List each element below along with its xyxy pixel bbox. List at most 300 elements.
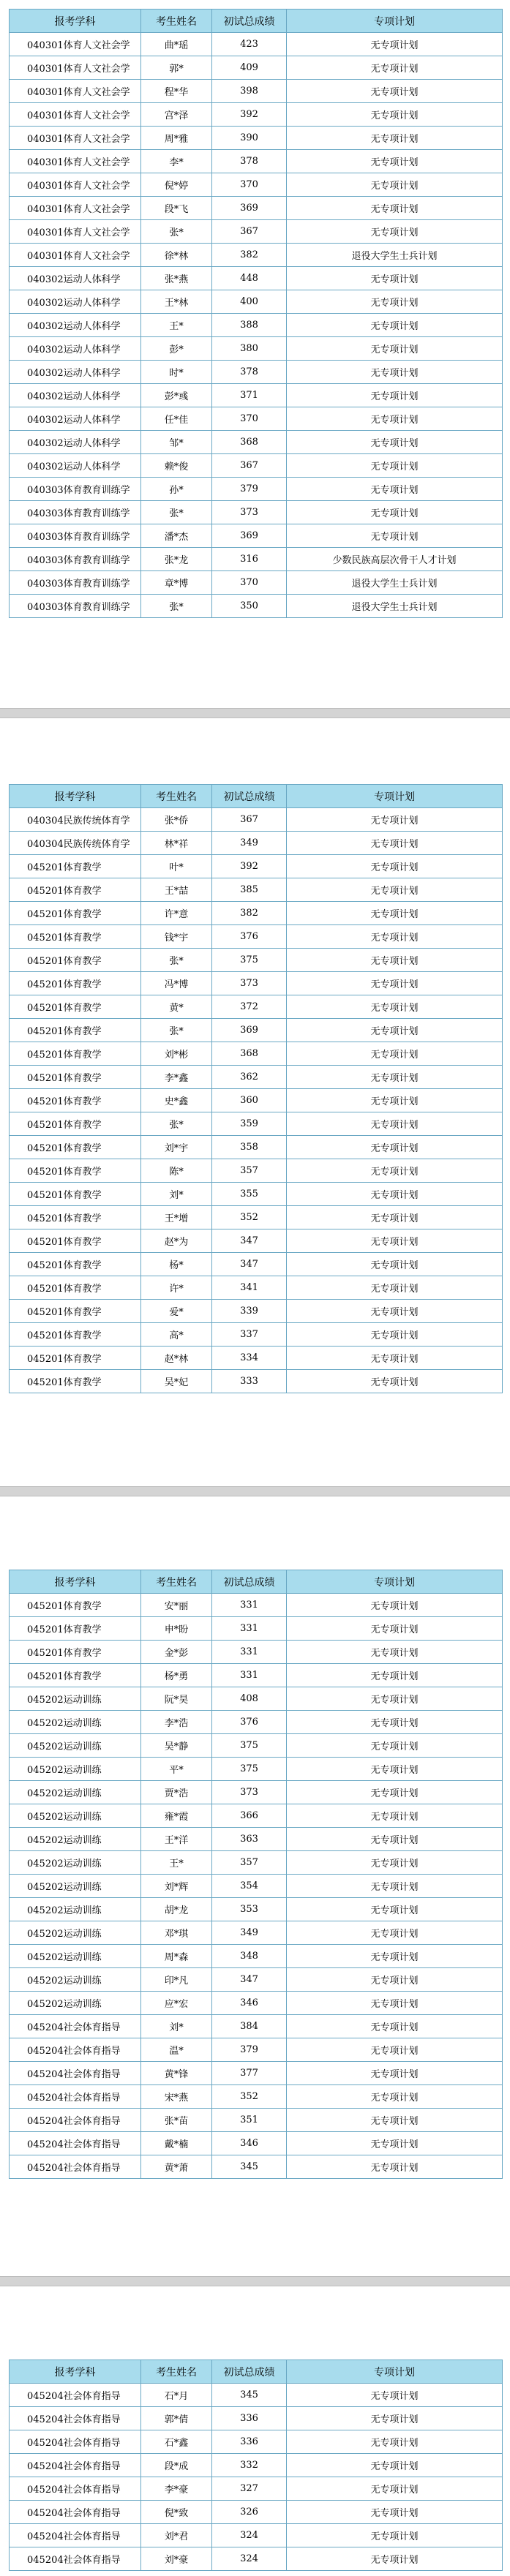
cell-plan: 无专项计划 [287,1828,503,1851]
header-name: 考生姓名 [141,785,212,808]
table-row [10,1641,503,1664]
header-score: 初试总成绩 [212,2360,287,2384]
cell-subject: 045202运动训练 [10,1734,141,1758]
cell-score: 376 [212,1711,287,1734]
cell-name: 宫*泽 [141,103,212,127]
cell-score: 331 [212,1594,287,1617]
page-4 [0,2286,510,2576]
table-row [10,2109,503,2132]
cell-score: 347 [212,1229,287,1253]
table-row [10,595,503,618]
table-row [10,2155,503,2179]
cell-subject: 045201体育教学 [10,1159,141,1183]
cell-name: 赵*林 [141,1347,212,1370]
cell-subject: 040302运动人体科学 [10,407,141,431]
table-row [10,2085,503,2109]
cell-subject: 040301体育人文社会学 [10,220,141,244]
table-row [10,855,503,878]
table-row [10,2015,503,2038]
cell-plan: 无专项计划 [287,878,503,902]
cell-plan: 无专项计划 [287,2155,503,2179]
table-row [10,1300,503,1323]
cell-subject: 040303体育教育训练学 [10,524,141,548]
header-plan: 专项计划 [287,1570,503,1594]
cell-subject: 045201体育教学 [10,1229,141,1253]
cell-subject: 045201体育教学 [10,1089,141,1112]
cell-score: 363 [212,1828,287,1851]
cell-subject: 040304民族传统体育学 [10,832,141,855]
cell-subject: 040301体育人文社会学 [10,56,141,80]
cell-subject: 040303体育教育训练学 [10,595,141,618]
cell-score: 375 [212,1734,287,1758]
cell-score: 327 [212,2477,287,2501]
cell-plan: 无专项计划 [287,2524,503,2547]
cell-name: 石*鑫 [141,2430,212,2454]
cell-score: 380 [212,337,287,361]
cell-name: 周*雅 [141,127,212,150]
cell-plan: 无专项计划 [287,2477,503,2501]
cell-subject: 045204社会体育指导 [10,2501,141,2524]
cell-plan: 退役大学生士兵计划 [287,571,503,595]
cell-subject: 045201体育教学 [10,1641,141,1664]
page-3 [0,1496,510,2276]
cell-subject: 040303体育教育训练学 [10,501,141,524]
cell-subject: 045204社会体育指导 [10,2062,141,2085]
cell-name: 赵*为 [141,1229,212,1253]
cell-plan: 无专项计划 [287,2132,503,2155]
table-row [10,2038,503,2062]
cell-name: 李* [141,150,212,173]
cell-subject: 045204社会体育指导 [10,2477,141,2501]
cell-plan: 无专项计划 [287,173,503,197]
cell-plan: 无专项计划 [287,2015,503,2038]
cell-plan: 无专项计划 [287,267,503,290]
table-row [10,972,503,995]
cell-score: 331 [212,1664,287,1687]
table-row [10,2430,503,2454]
cell-score: 324 [212,2524,287,2547]
table-row [10,267,503,290]
table-row [10,571,503,595]
table-row [10,1347,503,1370]
cell-score: 373 [212,972,287,995]
cell-subject: 045201体育教学 [10,1276,141,1300]
cell-score: 324 [212,2547,287,2571]
cell-subject: 040302运动人体科学 [10,384,141,407]
table-row [10,2547,503,2571]
cell-name: 赖*俊 [141,454,212,478]
cell-plan: 无专项计划 [287,384,503,407]
cell-subject: 040303体育教育训练学 [10,571,141,595]
cell-name: 黄*锋 [141,2062,212,2085]
table-row [10,244,503,267]
cell-plan: 无专项计划 [287,1641,503,1664]
cell-subject: 045202运动训练 [10,1804,141,1828]
cell-score: 375 [212,1758,287,1781]
cell-subject: 040301体育人文社会学 [10,33,141,56]
table-row [10,197,503,220]
cell-subject: 045201体育教学 [10,1042,141,1066]
table-row [10,1112,503,1136]
table-row [10,1159,503,1183]
header-score: 初试总成绩 [212,10,287,33]
cell-score: 370 [212,571,287,595]
cell-subject: 045201体育教学 [10,1253,141,1276]
table-row [10,80,503,103]
table-row [10,878,503,902]
cell-plan: 无专项计划 [287,127,503,150]
cell-name: 温* [141,2038,212,2062]
cell-name: 倪*致 [141,2501,212,2524]
cell-plan: 无专项计划 [287,407,503,431]
cell-name: 孙* [141,478,212,501]
cell-name: 史*鑫 [141,1089,212,1112]
cell-subject: 045201体育教学 [10,1617,141,1641]
cell-plan: 无专项计划 [287,1229,503,1253]
cell-score: 368 [212,431,287,454]
table-row [10,454,503,478]
cell-score: 362 [212,1066,287,1089]
cell-score: 370 [212,173,287,197]
table-row [10,1734,503,1758]
cell-name: 石*月 [141,2384,212,2407]
cell-name: 王*洋 [141,1828,212,1851]
cell-plan: 无专项计划 [287,1804,503,1828]
cell-name: 郭*倩 [141,2407,212,2430]
cell-plan: 无专项计划 [287,2407,503,2430]
cell-name: 王* [141,1851,212,1875]
cell-score: 369 [212,197,287,220]
cell-score: 345 [212,2155,287,2179]
table-row [10,1089,503,1112]
cell-subject: 045204社会体育指导 [10,2454,141,2477]
header-name: 考生姓名 [141,10,212,33]
cell-plan: 无专项计划 [287,1734,503,1758]
cell-plan: 无专项计划 [287,1300,503,1323]
cell-name: 曲*瑶 [141,33,212,56]
cell-plan: 无专项计划 [287,1617,503,1641]
cell-name: 刘*辉 [141,1875,212,1898]
score-table-2 [9,784,503,1393]
header-row [10,785,503,808]
cell-name: 刘*宇 [141,1136,212,1159]
cell-score: 355 [212,1183,287,1206]
cell-plan: 无专项计划 [287,1136,503,1159]
cell-score: 371 [212,384,287,407]
table-row [10,2501,503,2524]
cell-plan: 无专项计划 [287,197,503,220]
cell-name: 张*龙 [141,548,212,571]
cell-subject: 040301体育人文社会学 [10,244,141,267]
header-subject: 报考学科 [10,1570,141,1594]
cell-name: 刘*豪 [141,2547,212,2571]
cell-plan: 无专项计划 [287,995,503,1019]
cell-score: 353 [212,1898,287,1921]
cell-subject: 045202运动训练 [10,1898,141,1921]
cell-name: 李*豪 [141,2477,212,2501]
table-row [10,2132,503,2155]
header-name: 考生姓名 [141,2360,212,2384]
table-row [10,290,503,314]
table-row [10,1617,503,1641]
table-row [10,1183,503,1206]
cell-name: 林*祥 [141,832,212,855]
cell-score: 372 [212,995,287,1019]
cell-name: 黄*萧 [141,2155,212,2179]
table-row [10,1229,503,1253]
cell-score: 352 [212,1206,287,1229]
cell-name: 黄* [141,995,212,1019]
cell-subject: 045204社会体育指导 [10,2085,141,2109]
table-row [10,2062,503,2085]
cell-plan: 无专项计划 [287,103,503,127]
cell-score: 345 [212,2384,287,2407]
score-table-4 [9,2360,503,2571]
cell-name: 时* [141,361,212,384]
cell-subject: 045201体育教学 [10,1300,141,1323]
cell-name: 杨* [141,1253,212,1276]
cell-plan: 无专项计划 [287,2085,503,2109]
cell-subject: 045201体育教学 [10,1183,141,1206]
cell-plan: 无专项计划 [287,2430,503,2454]
cell-score: 392 [212,855,287,878]
cell-plan: 无专项计划 [287,290,503,314]
cell-subject: 045201体育教学 [10,972,141,995]
cell-name: 许*意 [141,902,212,925]
cell-name: 王*喆 [141,878,212,902]
cell-name: 周*森 [141,1945,212,1968]
table-row [10,337,503,361]
cell-subject: 045201体育教学 [10,1019,141,1042]
cell-subject: 040301体育人文社会学 [10,127,141,150]
cell-plan: 无专项计划 [287,1851,503,1875]
table-row [10,1136,503,1159]
cell-name: 张*燕 [141,267,212,290]
cell-name: 贾*浩 [141,1781,212,1804]
cell-plan: 无专项计划 [287,80,503,103]
cell-score: 357 [212,1851,287,1875]
cell-subject: 045201体育教学 [10,1323,141,1347]
page-separator [0,2276,510,2286]
table-row [10,1066,503,1089]
cell-name: 张* [141,220,212,244]
cell-plan: 无专项计划 [287,1687,503,1711]
cell-subject: 045202运动训练 [10,1828,141,1851]
cell-plan: 无专项计划 [287,1758,503,1781]
table-row [10,2477,503,2501]
table-row [10,1968,503,1992]
cell-score: 339 [212,1300,287,1323]
cell-score: 333 [212,1370,287,1393]
cell-subject: 045204社会体育指导 [10,2038,141,2062]
cell-score: 367 [212,454,287,478]
cell-score: 349 [212,1921,287,1945]
cell-name: 段*成 [141,2454,212,2477]
cell-plan: 无专项计划 [287,808,503,832]
cell-subject: 045202运动训练 [10,1851,141,1875]
cell-plan: 无专项计划 [287,220,503,244]
cell-score: 357 [212,1159,287,1183]
table-row [10,1898,503,1921]
cell-plan: 无专项计划 [287,1921,503,1945]
cell-score: 331 [212,1641,287,1664]
cell-subject: 045201体育教学 [10,1136,141,1159]
cell-score: 331 [212,1617,287,1641]
cell-plan: 无专项计划 [287,1323,503,1347]
table-row [10,1921,503,1945]
cell-subject: 045201体育教学 [10,1594,141,1617]
cell-name: 高* [141,1323,212,1347]
cell-score: 359 [212,1112,287,1136]
cell-score: 368 [212,1042,287,1066]
cell-score: 370 [212,407,287,431]
header-row [10,2360,503,2384]
table-row [10,1042,503,1066]
cell-subject: 045204社会体育指导 [10,2015,141,2038]
cell-score: 398 [212,80,287,103]
cell-plan: 无专项计划 [287,1042,503,1066]
table-row [10,150,503,173]
cell-name: 陈* [141,1159,212,1183]
cell-subject: 045201体育教学 [10,925,141,949]
cell-name: 应*宏 [141,1992,212,2015]
cell-name: 邓*琪 [141,1921,212,1945]
cell-score: 384 [212,2015,287,2038]
cell-subject: 045204社会体育指导 [10,2407,141,2430]
cell-plan: 无专项计划 [287,2384,503,2407]
cell-subject: 040302运动人体科学 [10,337,141,361]
cell-plan: 无专项计划 [287,431,503,454]
cell-score: 448 [212,267,287,290]
table-row [10,1851,503,1875]
cell-plan: 无专项计划 [287,1206,503,1229]
cell-subject: 045201体育教学 [10,855,141,878]
cell-score: 334 [212,1347,287,1370]
score-table-3 [9,1570,503,2179]
cell-score: 388 [212,314,287,337]
cell-name: 张* [141,501,212,524]
table-row [10,2454,503,2477]
cell-score: 373 [212,501,287,524]
cell-name: 叶* [141,855,212,878]
cell-plan: 无专项计划 [287,454,503,478]
cell-score: 349 [212,832,287,855]
cell-plan: 无专项计划 [287,2501,503,2524]
table-row [10,1711,503,1734]
cell-score: 346 [212,1992,287,2015]
cell-subject: 045201体育教学 [10,1066,141,1089]
cell-subject: 045201体育教学 [10,1206,141,1229]
table-row [10,220,503,244]
cell-plan: 退役大学生士兵计划 [287,595,503,618]
cell-name: 徐*林 [141,244,212,267]
cell-subject: 040303体育教育训练学 [10,548,141,571]
cell-plan: 无专项计划 [287,478,503,501]
cell-name: 吴*静 [141,1734,212,1758]
header-row [10,1570,503,1594]
cell-name: 张*侨 [141,808,212,832]
header-row [10,10,503,33]
cell-plan: 少数民族高层次骨干人才计划 [287,548,503,571]
table-row [10,501,503,524]
table-row [10,1781,503,1804]
cell-score: 354 [212,1875,287,1898]
cell-plan: 无专项计划 [287,1968,503,1992]
cell-plan: 退役大学生士兵计划 [287,244,503,267]
cell-score: 367 [212,808,287,832]
cell-subject: 045202运动训练 [10,1711,141,1734]
cell-subject: 045202运动训练 [10,1781,141,1804]
table-row [10,1758,503,1781]
cell-plan: 无专项计划 [287,2454,503,2477]
cell-name: 任*佳 [141,407,212,431]
header-subject: 报考学科 [10,10,141,33]
cell-name: 安*丽 [141,1594,212,1617]
cell-subject: 040301体育人文社会学 [10,80,141,103]
cell-plan: 无专项计划 [287,1066,503,1089]
cell-score: 358 [212,1136,287,1159]
cell-subject: 045204社会体育指导 [10,2384,141,2407]
page-separator [0,708,510,718]
table-row [10,902,503,925]
table-row [10,1019,503,1042]
cell-score: 369 [212,1019,287,1042]
table-row [10,1323,503,1347]
cell-score: 337 [212,1323,287,1347]
cell-score: 378 [212,361,287,384]
cell-plan: 无专项计划 [287,1253,503,1276]
header-name: 考生姓名 [141,1570,212,1594]
cell-score: 316 [212,548,287,571]
table-row [10,1206,503,1229]
cell-score: 377 [212,2062,287,2085]
cell-score: 369 [212,524,287,548]
cell-subject: 045204社会体育指导 [10,2109,141,2132]
cell-score: 385 [212,878,287,902]
table-row [10,949,503,972]
table-row [10,1276,503,1300]
cell-score: 347 [212,1968,287,1992]
cell-name: 平* [141,1758,212,1781]
cell-score: 390 [212,127,287,150]
cell-plan: 无专项计划 [287,1112,503,1136]
cell-name: 郭* [141,56,212,80]
cell-name: 倪*婷 [141,173,212,197]
cell-score: 332 [212,2454,287,2477]
table-row [10,127,503,150]
table-row [10,1804,503,1828]
cell-name: 刘* [141,2015,212,2038]
cell-score: 408 [212,1687,287,1711]
cell-plan: 无专项计划 [287,832,503,855]
cell-plan: 无专项计划 [287,1898,503,1921]
cell-subject: 040302运动人体科学 [10,454,141,478]
table-row [10,1370,503,1393]
cell-score: 379 [212,478,287,501]
table-row [10,2407,503,2430]
cell-name: 彭*彧 [141,384,212,407]
cell-subject: 045204社会体育指导 [10,2524,141,2547]
table-row [10,361,503,384]
cell-subject: 045202运动训练 [10,1687,141,1711]
cell-score: 341 [212,1276,287,1300]
cell-score: 347 [212,1253,287,1276]
cell-name: 张*苗 [141,2109,212,2132]
cell-plan: 无专项计划 [287,56,503,80]
table-row [10,2524,503,2547]
cell-name: 张* [141,1019,212,1042]
table-row [10,431,503,454]
